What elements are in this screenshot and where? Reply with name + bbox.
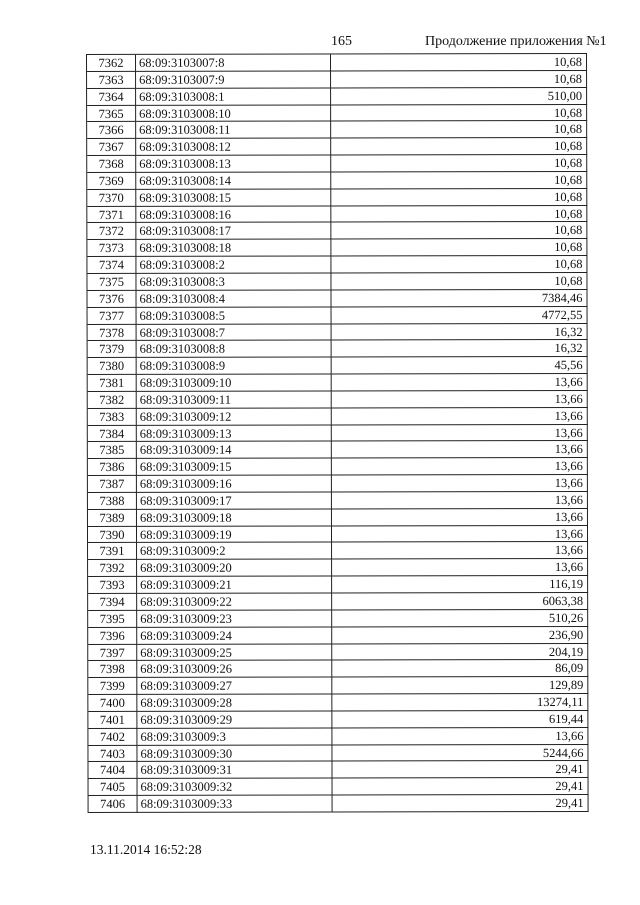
table-row (88, 643, 588, 661)
value-cell: 10,68 (331, 104, 587, 121)
row-number-cell: 7362 (87, 55, 136, 72)
value-cell: 45,56 (332, 357, 588, 374)
page-header-title: Продолжение приложения №1 (425, 34, 607, 49)
value-cell: 13,66 (332, 542, 588, 559)
cadastral-number-cell: 68:09:3103008:1 (136, 88, 331, 105)
row-number-cell: 7380 (88, 358, 137, 375)
value-cell: 13,66 (332, 475, 588, 492)
cadastral-number-cell: 68:09:3103009:28 (137, 695, 332, 712)
row-number-cell: 7394 (88, 594, 137, 611)
value-cell: 5244,66 (332, 745, 588, 762)
cadastral-number-cell: 68:09:3103009:22 (137, 593, 332, 610)
value-cell: 10,68 (331, 71, 587, 88)
table-row (87, 206, 587, 224)
table-row (89, 778, 589, 796)
row-number-cell: 7367 (87, 139, 136, 156)
table-row (88, 509, 588, 527)
cadastral-number-cell: 68:09:3103009:11 (137, 391, 332, 408)
value-cell: 10,68 (331, 155, 587, 172)
cadastral-number-cell: 68:09:3103008:4 (136, 290, 331, 307)
value-cell: 10,68 (331, 121, 587, 138)
value-cell: 10,68 (331, 138, 587, 155)
row-number-cell: 7396 (88, 628, 137, 645)
value-cell: 29,41 (333, 795, 589, 812)
value-cell: 510,00 (331, 88, 587, 105)
row-number-cell: 7392 (88, 560, 137, 577)
row-number-cell: 7384 (88, 425, 137, 442)
row-number-cell: 7382 (88, 392, 137, 409)
row-number-cell: 7365 (87, 105, 136, 122)
table-row (88, 542, 588, 560)
value-cell: 13,66 (332, 559, 588, 576)
value-cell: 13274,11 (332, 694, 588, 711)
row-number-cell: 7391 (88, 543, 137, 560)
cadastral-number-cell: 68:09:3103009:14 (137, 442, 332, 459)
cadastral-number-cell: 68:09:3103008:9 (137, 358, 332, 375)
row-number-cell: 7381 (88, 375, 137, 392)
row-number-cell: 7385 (88, 442, 137, 459)
row-number-cell: 7386 (88, 459, 137, 476)
cadastral-number-cell: 68:09:3103008:16 (136, 206, 331, 223)
value-cell: 7384,46 (331, 290, 587, 307)
value-cell: 10,68 (331, 206, 587, 223)
table-row (88, 374, 588, 392)
value-cell: 10,68 (331, 172, 587, 189)
cadastral-number-cell: 68:09:3103008:14 (136, 172, 331, 189)
cadastral-number-cell: 68:09:3103009:32 (138, 779, 333, 796)
row-number-cell: 7373 (87, 240, 136, 257)
table-row (87, 189, 587, 207)
value-cell: 29,41 (333, 778, 589, 795)
table-row (88, 492, 588, 510)
value-cell: 13,66 (332, 391, 588, 408)
table-row (87, 239, 587, 257)
row-number-cell: 7404 (88, 762, 137, 779)
value-cell: 10,68 (331, 54, 587, 71)
value-cell: 13,66 (332, 425, 588, 442)
cadastral-number-cell: 68:09:3103009:13 (137, 425, 332, 442)
row-number-cell: 7389 (88, 510, 137, 527)
table-row (88, 526, 588, 544)
cadastral-number-cell: 68:09:3103009:29 (137, 711, 332, 728)
cadastral-number-cell: 68:09:3103009:3 (137, 728, 332, 745)
row-number-cell: 7406 (89, 796, 138, 813)
cadastral-number-cell: 68:09:3103007:8 (136, 54, 331, 71)
row-number-cell: 7379 (88, 341, 137, 358)
table-row (88, 610, 588, 628)
row-number-cell: 7364 (87, 89, 136, 106)
table-row (88, 408, 588, 426)
cadastral-number-cell: 68:09:3103009:12 (137, 408, 332, 425)
row-number-cell: 7388 (88, 493, 137, 510)
row-number-cell: 7375 (87, 274, 136, 291)
value-cell: 29,41 (332, 761, 588, 778)
table-row (87, 88, 587, 106)
table-row (88, 425, 588, 443)
row-number-cell: 7387 (88, 476, 137, 493)
table-row (88, 593, 588, 611)
table-row (87, 256, 587, 274)
row-number-cell: 7399 (88, 678, 137, 695)
value-cell: 13,66 (332, 526, 588, 543)
cadastral-number-cell: 68:09:3103009:23 (137, 610, 332, 627)
table-row (87, 290, 587, 308)
value-cell: 10,68 (331, 273, 587, 290)
row-number-cell: 7376 (87, 291, 136, 308)
cadastral-number-cell: 68:09:3103009:33 (138, 796, 333, 813)
row-number-cell: 7400 (88, 695, 137, 712)
table-row (87, 121, 587, 139)
value-cell: 116,19 (332, 576, 588, 593)
cadastral-number-cell: 68:09:3103008:3 (136, 273, 331, 290)
value-cell: 619,44 (332, 711, 588, 728)
cadastral-number-cell: 68:09:3103008:13 (136, 156, 331, 173)
table-row (87, 54, 587, 72)
cadastral-number-cell: 68:09:3103007:9 (136, 71, 331, 88)
cadastral-number-cell: 68:09:3103008:8 (137, 341, 332, 358)
cadastral-number-cell: 68:09:3103008:11 (136, 122, 331, 139)
value-cell: 10,68 (331, 222, 587, 239)
value-cell: 13,66 (332, 374, 588, 391)
value-cell: 13,66 (332, 509, 588, 526)
table-row (88, 441, 588, 459)
row-number-cell: 7405 (89, 779, 138, 796)
row-number-cell: 7366 (87, 122, 136, 139)
cadastral-number-cell: 68:09:3103008:10 (136, 105, 331, 122)
table-row (88, 711, 588, 729)
row-number-cell: 7393 (88, 577, 137, 594)
row-number-cell: 7390 (88, 527, 137, 544)
cadastral-number-cell: 68:09:3103009:30 (137, 745, 332, 762)
row-number-cell: 7374 (87, 257, 136, 274)
cadastral-number-cell: 68:09:3103009:21 (137, 577, 332, 594)
row-number-cell: 7395 (88, 611, 137, 628)
table-row (87, 155, 587, 173)
value-cell: 510,26 (332, 610, 588, 627)
table-row (88, 728, 588, 746)
cadastral-number-cell: 68:09:3103008:18 (136, 240, 331, 257)
cadastral-number-cell: 68:09:3103008:7 (137, 324, 332, 341)
value-cell: 16,32 (332, 323, 588, 340)
cadastral-number-cell: 68:09:3103008:17 (136, 223, 331, 240)
value-cell: 6063,38 (332, 593, 588, 610)
value-cell: 13,66 (332, 492, 588, 509)
table-row (88, 677, 588, 695)
value-cell: 10,68 (331, 189, 587, 206)
table-row (87, 172, 587, 190)
table-row (88, 357, 588, 375)
cadastral-number-cell: 68:09:3103009:18 (137, 509, 332, 526)
table-row (88, 458, 588, 476)
value-cell: 13,66 (332, 728, 588, 745)
table-row (87, 222, 587, 240)
row-number-cell: 7371 (87, 206, 136, 223)
value-cell: 129,89 (332, 677, 588, 694)
table-row (89, 795, 589, 813)
row-number-cell: 7378 (88, 324, 137, 341)
value-cell: 204,19 (332, 643, 588, 660)
cadastral-number-cell: 68:09:3103009:16 (137, 476, 332, 493)
value-cell: 13,66 (332, 441, 588, 458)
cadastral-number-cell: 68:09:3103009:26 (137, 661, 332, 678)
row-number-cell: 7369 (87, 173, 136, 190)
page-number: 165 (331, 34, 352, 49)
table-row (88, 694, 588, 712)
table-row (88, 323, 588, 341)
cadastral-number-cell: 68:09:3103009:2 (137, 543, 332, 560)
table-row (87, 71, 587, 89)
table-row (88, 391, 588, 409)
cadastral-number-cell: 68:09:3103008:5 (137, 307, 332, 324)
cadastral-number-cell: 68:09:3103009:31 (137, 762, 332, 779)
row-number-cell: 7397 (88, 644, 137, 661)
row-number-cell: 7402 (88, 729, 137, 746)
value-cell: 13,66 (332, 458, 588, 475)
row-number-cell: 7370 (87, 190, 136, 207)
cadastral-number-cell: 68:09:3103009:17 (137, 492, 332, 509)
value-cell: 13,66 (332, 408, 588, 425)
table-row (88, 660, 588, 678)
value-cell: 236,90 (332, 627, 588, 644)
value-cell: 10,68 (331, 256, 587, 273)
row-number-cell: 7368 (87, 156, 136, 173)
value-cell: 10,68 (331, 239, 587, 256)
row-number-cell: 7403 (88, 745, 137, 762)
value-cell: 16,32 (332, 340, 588, 357)
value-cell: 4772,55 (332, 307, 588, 324)
cadastral-number-cell: 68:09:3103009:19 (137, 526, 332, 543)
row-number-cell: 7401 (88, 712, 137, 729)
table-row (88, 475, 588, 493)
table-row (88, 307, 588, 325)
table-row (88, 576, 588, 594)
table-row (88, 559, 588, 577)
table-row (88, 745, 588, 763)
table-row (88, 340, 588, 358)
table-row (87, 273, 587, 291)
table-row (87, 104, 587, 122)
row-number-cell: 7398 (88, 661, 137, 678)
table-row (88, 627, 588, 645)
footer-timestamp: 13.11.2014 16:52:28 (90, 842, 202, 857)
cadastral-number-cell: 68:09:3103009:24 (137, 627, 332, 644)
row-number-cell: 7377 (88, 308, 137, 325)
cadastral-number-cell: 68:09:3103009:20 (137, 560, 332, 577)
row-number-cell: 7383 (88, 409, 137, 426)
cadastral-number-cell: 68:09:3103008:12 (136, 139, 331, 156)
row-number-cell: 7372 (87, 223, 136, 240)
table-row (87, 138, 587, 156)
cadastral-number-cell: 68:09:3103008:15 (136, 189, 331, 206)
table-row (88, 761, 588, 779)
cadastral-table (86, 53, 589, 813)
cadastral-number-cell: 68:09:3103008:2 (136, 257, 331, 274)
cadastral-number-cell: 68:09:3103009:10 (137, 375, 332, 392)
row-number-cell: 7363 (87, 72, 136, 89)
value-cell: 86,09 (332, 660, 588, 677)
cadastral-number-cell: 68:09:3103009:27 (137, 678, 332, 695)
cadastral-number-cell: 68:09:3103009:25 (137, 644, 332, 661)
cadastral-number-cell: 68:09:3103009:15 (137, 459, 332, 476)
